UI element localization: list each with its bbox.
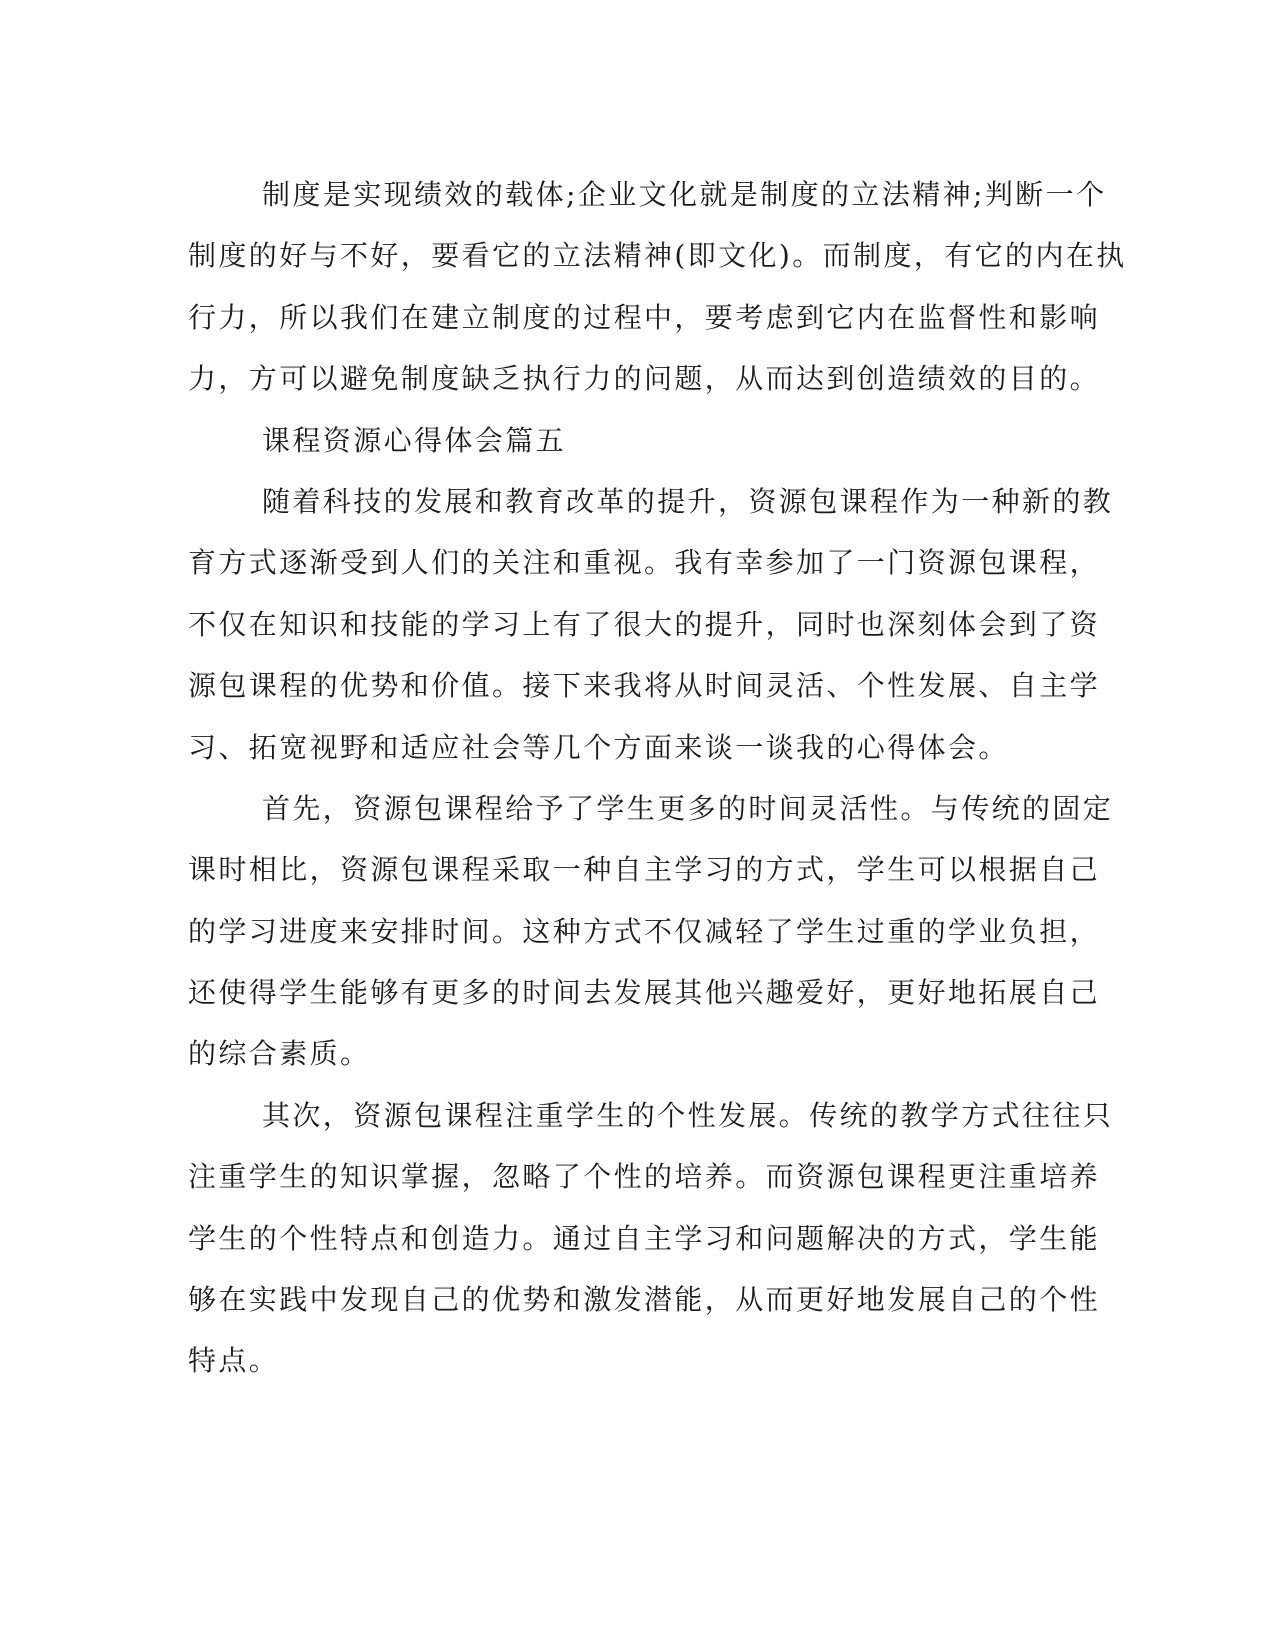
paragraph-line: 力，方可以避免制度缺乏执行力的问题，从而达到创造绩效的目的。: [188, 362, 1101, 396]
paragraph-line: 不仅在知识和技能的学习上有了很大的提升，同时也深刻体会到了资: [188, 607, 1101, 641]
paragraph-line: 制度的好与不好，要看它的立法精神(即文化)。而制度，有它的内在执: [188, 239, 1127, 273]
paragraph-line: 习、拓宽视野和适应社会等几个方面来谈一谈我的心得体会。: [188, 730, 1009, 764]
paragraph-line: 制度是实现绩效的载体;企业文化就是制度的立法精神;判断一个: [262, 178, 1107, 211]
paragraph-line: 的学习进度来安排时间。这种方式不仅减轻了学生过重的学业负担，: [188, 914, 1101, 948]
paragraph-line: 学生的个性特点和创造力。通过自主学习和问题解决的方式，学生能: [188, 1221, 1101, 1255]
paragraph-line: 育方式逐渐受到人们的关注和重视。我有幸参加了一门资源包课程，: [188, 546, 1101, 580]
paragraph-line: 其次，资源包课程注重学生的个性发展。传统的教学方式往往只: [262, 1098, 1114, 1132]
paragraph-line: 源包课程的优势和价值。接下来我将从时间灵活、个性发展、自主学: [188, 669, 1101, 703]
paragraph-line: 还使得学生能够有更多的时间去发展其他兴趣爱好，更好地拓展自己: [188, 976, 1101, 1010]
paragraph-line: 首先，资源包课程给予了学生更多的时间灵活性。与传统的固定: [262, 791, 1114, 825]
paragraph-line: 随着科技的发展和教育改革的提升，资源包课程作为一种新的教: [262, 484, 1114, 518]
paragraph-line: 特点。: [188, 1344, 280, 1378]
paragraph-line: 够在实践中发现自己的优势和激发潜能，从而更好地发展自己的个性: [188, 1283, 1101, 1317]
paragraph-line: 的综合素质。: [188, 1037, 371, 1071]
paragraph-line: 注重学生的知识掌握，忽略了个性的培养。而资源包课程更注重培养: [188, 1160, 1101, 1194]
section-heading: 课程资源心得体会篇五: [262, 423, 567, 457]
paragraph-line: 课时相比，资源包课程采取一种自主学习的方式，学生可以根据自己: [188, 853, 1101, 887]
paragraph-line: 行力，所以我们在建立制度的过程中，要考虑到它内在监督性和影响: [188, 300, 1101, 334]
document-body: [188, 164, 1127, 1392]
